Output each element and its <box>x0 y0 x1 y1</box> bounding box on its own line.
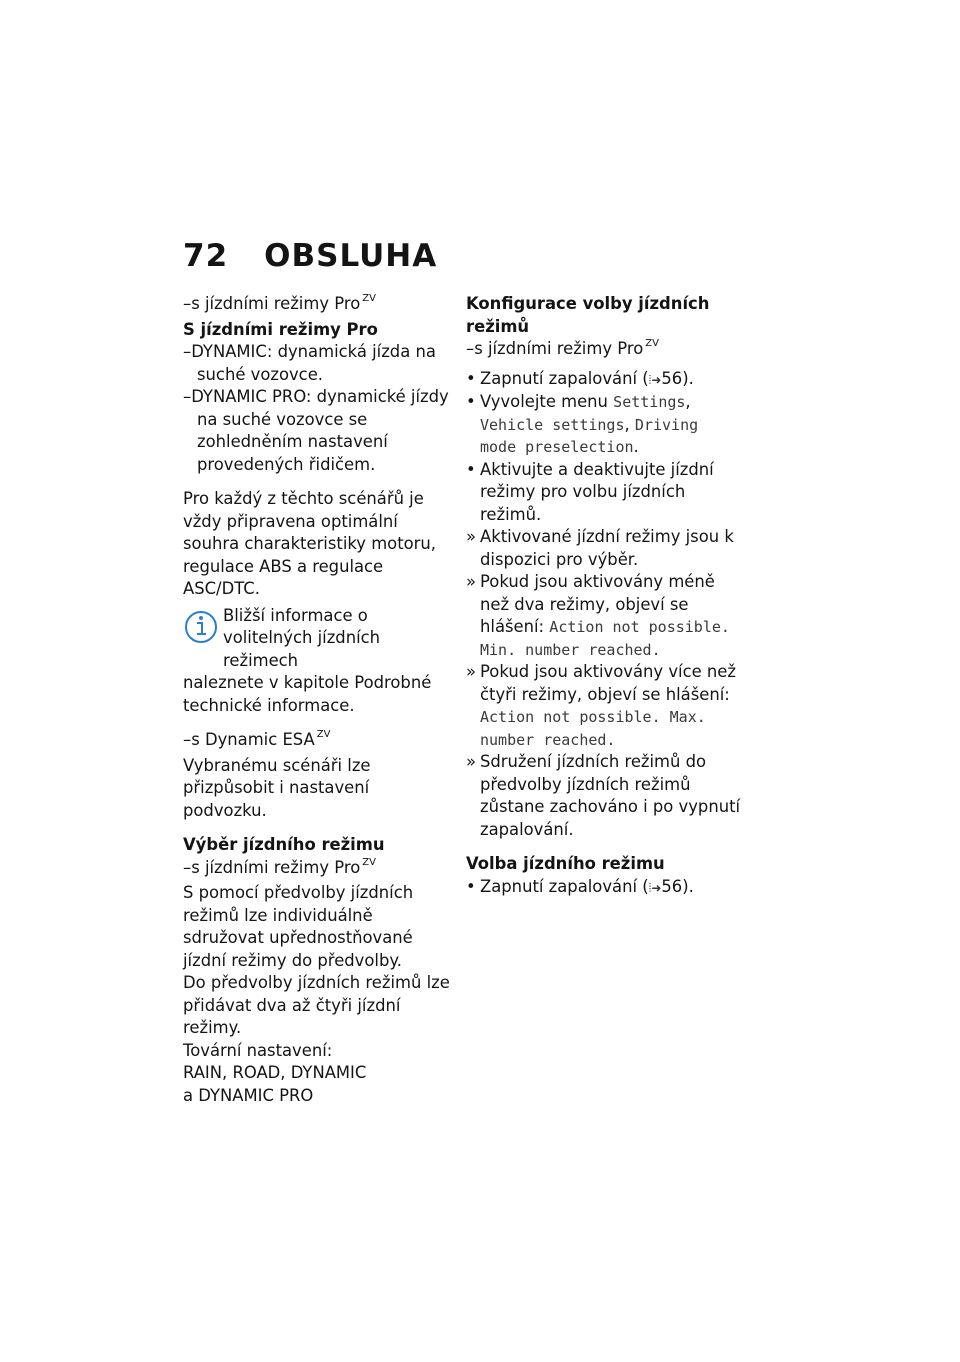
section-heading: Konfigurace volby jízdních režimů <box>466 294 710 336</box>
dash-item-text: DYNAMIC PRO: dynamické jízdy na suché vozovce se zohledněním nastavení provedených řidičem. <box>191 387 449 474</box>
message-text: Action not possible. Min. number reached. <box>480 618 730 659</box>
bullet-text <box>480 368 741 392</box>
bullet-text: Vyvolejte menu Settings, Vehicle settings, Driving mode preselection. <box>480 392 699 456</box>
result-item <box>466 661 741 751</box>
condition-text: s jízdními režimy Pro <box>191 857 361 877</box>
result-item <box>466 751 741 841</box>
message-text: Action not possible. Max. number reached. <box>480 708 706 749</box>
condition-text: s jízdními režimy Pro <box>474 339 644 358</box>
result-icon: » <box>466 527 477 546</box>
bullet-item <box>466 391 741 459</box>
result-item <box>466 571 741 661</box>
condition-line: –s jízdními režimy Pro $^{ZV}$ <box>466 338 659 358</box>
bullet-text-a: Zapnutí zapalování ( <box>480 876 649 896</box>
condition-text: s jízdními režimy Pro <box>191 294 361 313</box>
condition-line: –s Dynamic ESA $^{ZV}$ <box>183 729 331 749</box>
info-text-cont: naleznete v kapitole Podrobné technické informace. <box>183 673 432 715</box>
bullet-text-a: Zapnutí zapalování ( <box>480 368 649 388</box>
page-ref-arrow-icon: ⦙➜ <box>648 372 662 387</box>
page-ref-arrow-icon: ⦙➜ <box>648 880 662 895</box>
condition-line: –s jízdními režimy Pro $^{ZV}$ <box>183 293 376 313</box>
paragraph: Tovární nastavení: <box>183 1040 333 1060</box>
bullet-text: Aktivujte a deaktivujte jízdní režimy pro volbu jízdních režimů. <box>480 459 714 524</box>
bullet-item <box>466 368 741 392</box>
condition-text: s Dynamic ESA <box>191 730 315 749</box>
paragraph: Pro každý z těchto scénářů je vždy připravena optimální souhra charakteristiky motoru, regulace ABS a regulace ASC/DTC. <box>183 489 436 598</box>
bullet-text-b: 56). <box>661 876 694 896</box>
bullet-icon: • <box>466 392 476 411</box>
bullet-text-b: 56). <box>661 368 694 388</box>
result-text <box>480 571 741 661</box>
bullet-item <box>466 459 741 527</box>
result-icon: » <box>466 752 477 771</box>
zv-mark: ZV <box>362 293 376 304</box>
page-header <box>183 238 437 274</box>
dash-item: –DYNAMIC: dynamická jízda na suché vozovce. <box>183 342 436 384</box>
zv-mark: ZV <box>645 338 659 349</box>
paragraph: Do předvolby jízdních režimů lze přidávat dva až čtyři jízdní režimy. <box>183 973 450 1037</box>
info-text: Bližší informace o volitelných jízdních režimech <box>223 605 381 670</box>
bullet-text-a: Vyvolejte menu <box>480 392 608 411</box>
paragraph: a DYNAMIC PRO <box>183 1085 314 1105</box>
result-text: Aktivované jízdní režimy jsou k dispozici pro výběr. <box>480 527 734 569</box>
result-icon: » <box>466 662 477 681</box>
dash-item: –DYNAMIC PRO: dynamické jízdy na suché vozovce se zohledněním nastavení provedených řidičem. <box>183 387 449 474</box>
page-number: 72 <box>183 238 229 274</box>
bullet-item <box>466 876 741 900</box>
section-heading: S jízdními režimy Pro <box>183 319 378 339</box>
bullet-icon: • <box>466 368 476 388</box>
info-icon <box>183 605 223 649</box>
result-text: Sdružení jízdních režimů do předvolby jízdních režimů zůstane zachováno i po vypnutí zapalování. <box>480 752 741 839</box>
left-column <box>183 293 455 1107</box>
condition-line: –s jízdními režimy Pro $^{ZV}$ <box>183 856 376 877</box>
bullet-text <box>480 876 741 900</box>
dash-item-text: DYNAMIC: dynamická jízda na suché vozovce. <box>191 342 436 384</box>
paragraph: S pomocí předvolby jízdních režimů lze individuálně sdružovat upřednostňované jízdní režimy do předvolby. <box>183 883 414 970</box>
menu-path: Vehicle settings <box>480 415 625 434</box>
result-text-a: Pokud jsou aktivovány méně než dva režimy, objeví se hlášení: <box>480 572 715 636</box>
result-icon: » <box>466 572 477 591</box>
page-title: OBSLUHA <box>264 238 438 274</box>
menu-path: Driving mode preselection <box>480 415 699 456</box>
bullet-icon: • <box>466 876 476 896</box>
result-text-a: Pokud jsou aktivovány více než čtyři režimy, objeví se hlášení: <box>480 662 736 704</box>
menu-path: Settings <box>613 393 686 411</box>
section-heading: Volba jízdního režimu <box>466 854 665 873</box>
paragraph: RAIN, ROAD, DYNAMIC <box>183 1063 367 1082</box>
paragraph: Vybranému scénáři lze přizpůsobit i nastavení podvozku. <box>183 755 371 820</box>
bullet-icon: • <box>466 459 476 479</box>
zv-mark: ZV <box>362 856 376 868</box>
zv-mark: ZV <box>316 729 331 740</box>
result-text <box>480 661 741 751</box>
result-item <box>466 526 741 571</box>
info-note <box>183 605 455 673</box>
right-column <box>466 293 741 899</box>
section-heading: Výběr jízdního režimu <box>183 835 385 854</box>
